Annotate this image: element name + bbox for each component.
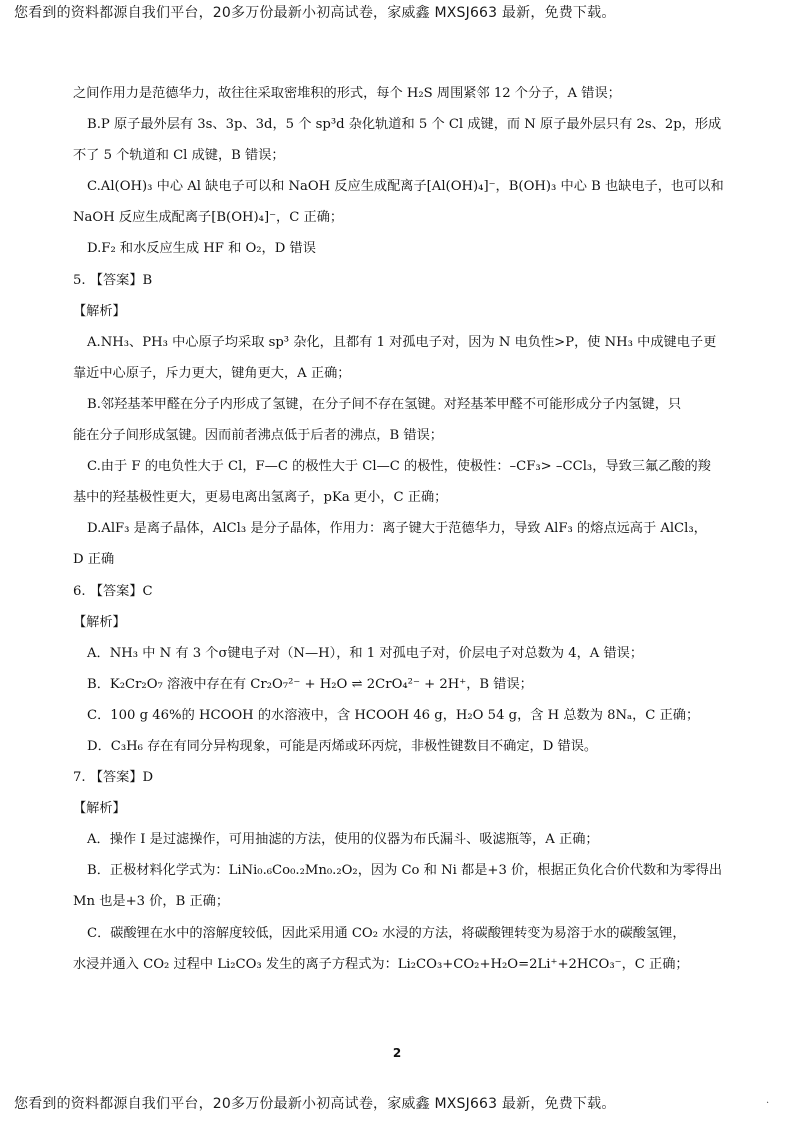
watermark-banner-bottom: 您看到的资料都源自我们平台，20多万份最新小初高试卷，家威鑫 MXSJ663 最新，免费下载。 [14, 1096, 616, 1112]
text-line: C.由于 F 的电负性大于 Cl，F—C 的极性大于 Cl—C 的极性，使极性：–CF₃> –CCl₃，导致三氟乙酸的羧 [87, 459, 711, 475]
text-line: D 正确 [73, 552, 115, 568]
text-line: C．碳酸锂在水中的溶解度较低，因此采用通 CO₂ 水浸的方法，将碳酸锂转变为易溶于水的碳酸氢锂， [87, 925, 686, 941]
analysis-heading: 【解析】 [73, 614, 126, 630]
text-line: A.NH₃、PH₃ 中心原子均采取 sp³ 杂化，且都有 1 对孤电子对，因为 N 电负性>P，使 NH₃ 中成键电子更 [87, 334, 717, 350]
text-line: Mn 也是+3 价，B 正确； [73, 894, 230, 910]
text-line: 之间作用力是范德华力，故往往采取密堆积的形式，每个 H₂S 周围紧邻 12 个分子，A 错误； [73, 86, 621, 101]
corner-mark: · [766, 1098, 770, 1109]
text-line: C．100 g 46%的 HCOOH 的水溶液中，含 HCOOH 46 g，H₂O 54 g，含 H 总数为 8Nₐ，C 正确； [87, 707, 700, 723]
text-line: B.P 原子最外层有 3s、3p、3d，5 个 sp³d 杂化轨道和 5 个 Cl 成键，而 N 原子最外层只有 2s、2p，形成 [87, 117, 722, 133]
text-line: B．正极材料化学式为：LiNi₀.₆Co₀.₂Mn₀.₂O₂，因为 Co 和 Ni 都是+3 价，根据正负化合价代数和为零得出 [87, 863, 723, 879]
text-line: A．NH₃ 中 N 有 3 个σ键电子对（N—H），和 1 对孤电子对，价层电子对总数为 4，A 错误； [87, 645, 644, 661]
text-line: 基中的羟基极性更大，更易电离出氢离子，pKa 更小，C 正确； [73, 490, 448, 506]
page-number: 2 [392, 1046, 402, 1060]
answer-heading: 5. 【答案】B [73, 272, 153, 288]
text-line: B.邻羟基苯甲醛在分子内形成了氢键，在分子间不存在氢键。对羟基苯甲醛不可能形成分子内氢键，只 [87, 396, 682, 412]
analysis-heading: 【解析】 [73, 801, 126, 817]
text-line: NaOH 反应生成配离子[B(OH)₄]⁻，C 正确； [73, 210, 344, 226]
analysis-heading: 【解析】 [73, 303, 126, 319]
text-line: B．K₂Cr₂O₇ 溶液中存在有 Cr₂O₇²⁻ + H₂O ⇌ 2CrO₄²⁻ + 2H⁺，B 错误； [87, 676, 533, 692]
answer-heading: 7. 【答案】D [73, 770, 154, 786]
text-line: 水浸并通入 CO₂ 过程中 Li₂CO₃ 发生的离子方程式为：Li₂CO₃+CO₂+H₂O=2Li⁺+2HCO₃⁻，C 正确； [73, 956, 689, 972]
text-line: D.AlF₃ 是离子晶体，AlCl₃ 是分子晶体，作用力：离子键大于范德华力，导致 AlF₃ 的熔点远高于 AlCl₃， [87, 521, 707, 537]
watermark-banner-top: 您看到的资料都源自我们平台，20多万份最新小初高试卷，家威鑫 MXSJ663 最新，免费下载。 [14, 5, 616, 21]
text-line: A．操作 I 是过滤操作，可用抽滤的方法，使用的仪器为布氏漏斗、吸滤瓶等，A 正确； [87, 832, 599, 848]
text-line: 靠近中心原子，斥力更大，键角更大，A 正确； [73, 365, 351, 381]
text-line: 能在分子间形成氢键。因而前者沸点低于后者的沸点，B 错误； [73, 428, 443, 444]
text-line: D．C₃H₆ 存在有同分异构现象，可能是丙烯或环丙烷，非极性键数目不确定，D 错误。 [87, 738, 598, 754]
document-body [73, 78, 723, 980]
text-line: 不了 5 个轨道和 Cl 成键，B 错误； [73, 148, 285, 164]
text-line: C.Al(OH)₃ 中心 Al 缺电子可以和 NaOH 反应生成配离子[Al(OH)₄]⁻，B(OH)₃ 中心 B 也缺电子，也可以和 [87, 179, 724, 195]
text-line: D.F₂ 和水反应生成 HF 和 O₂，D 错误 [87, 241, 316, 257]
answer-heading: 6. 【答案】C [73, 583, 153, 599]
